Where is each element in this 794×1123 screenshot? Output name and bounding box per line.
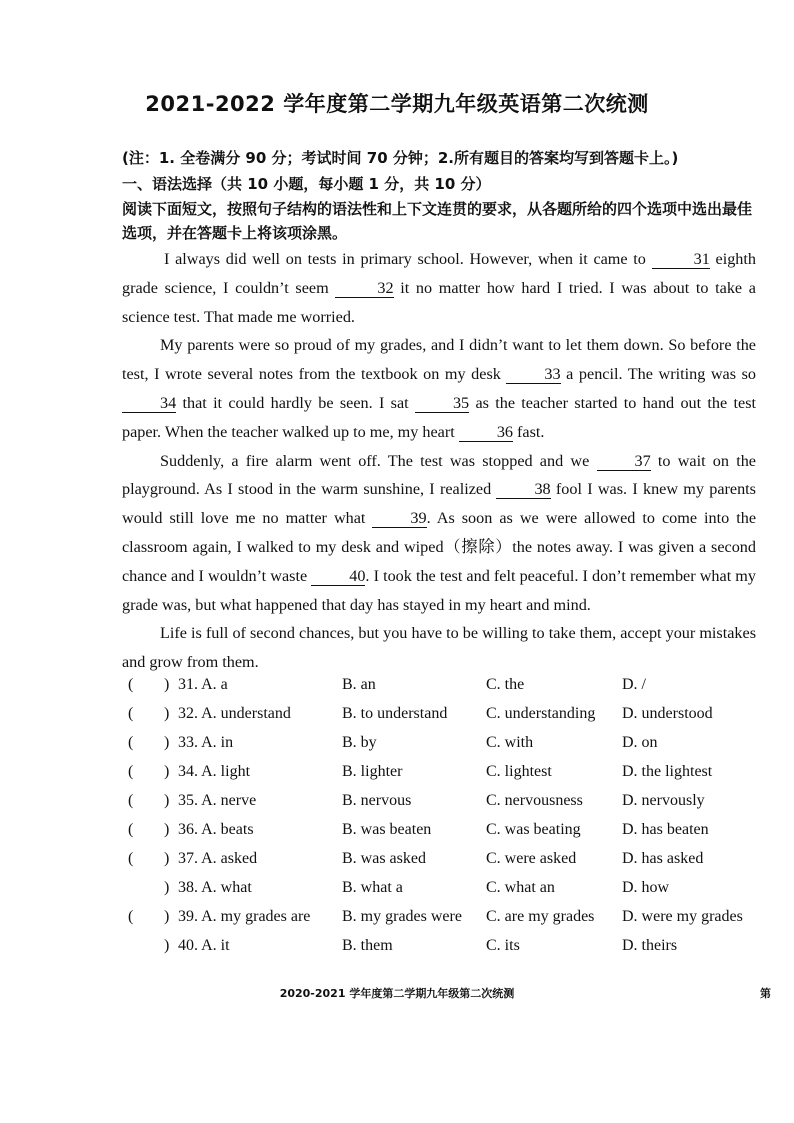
option-c: C. its (486, 937, 520, 954)
answer-paren-close: ) (164, 792, 170, 809)
option-d: D. has asked (622, 850, 704, 867)
option-b: B. nervous (342, 792, 412, 809)
option-c: C. the (486, 676, 525, 693)
answer-paren-close: ) (164, 705, 170, 722)
answer-paren-open: ( (128, 705, 134, 722)
option-a: 33. A. in (178, 734, 234, 751)
passage-text: as the teacher started to hand out the test paper. When the teacher walked up to me, my heart (122, 393, 756, 441)
answer-blank-37: 37 (597, 452, 651, 471)
passage-paragraph-1 (122, 245, 756, 331)
option-c: C. were asked (486, 850, 577, 867)
answer-paren-open: ( (128, 850, 134, 867)
option-b: B. what a (342, 879, 403, 896)
option-d: D. on (622, 734, 658, 751)
option-a: 39. A. my grades are (178, 908, 311, 925)
passage-text: it no matter how hard I tried. I was about to take a science test. That made me worried. (122, 278, 756, 326)
option-a: 40. A. it (178, 937, 230, 954)
passage-text: to wait on the playground. As I stood in the warm sunshine, I realized (122, 451, 756, 499)
option-c: C. nervousness (486, 792, 583, 809)
answer-blank-39: 39 (372, 509, 426, 528)
page-footer: 2020-2021 学年度第二学期九年级第二次统测 (279, 987, 515, 1000)
question-row-35 (122, 792, 762, 821)
passage-text: fast. (513, 422, 545, 441)
option-c: C. with (486, 734, 534, 751)
answer-blank-33: 33 (506, 365, 560, 384)
answer-paren-close: ) (164, 676, 170, 693)
answer-options (122, 676, 762, 966)
answer-paren-open: ( (128, 763, 134, 780)
option-a: 32. A. understand (178, 705, 291, 722)
option-a: 37. A. asked (178, 850, 258, 867)
option-b: B. by (342, 734, 377, 751)
answer-blank-35: 35 (415, 394, 469, 413)
answer-paren-close: ) (164, 937, 170, 954)
passage-text: . As soon as we were allowed to come into the classroom again, I walked to my desk and wiped（擦除）the notes away. I was given a second chance and I wouldn’t waste (122, 509, 756, 585)
passage-text: My parents were so proud of my grades, and I didn’t want to let them down. So before the test, I wrote several notes from the textbook on my desk (122, 336, 756, 384)
answer-paren-close: ) (164, 850, 170, 867)
passage-paragraph-3 (122, 447, 756, 620)
answer-paren-close: ) (164, 908, 170, 925)
option-b: B. to understand (342, 705, 448, 722)
option-d: D. the lightest (622, 763, 713, 780)
answer-paren-close: ) (164, 821, 170, 838)
question-row-31 (122, 676, 762, 705)
answer-blank-38: 38 (496, 480, 550, 499)
option-a: 34. A. light (178, 763, 251, 780)
question-row-37 (122, 850, 762, 879)
answer-blank-40: 40 (311, 567, 365, 586)
question-row-34 (122, 763, 762, 792)
passage-paragraph-4: Life is full of second chances, but you have to be willing to take them, accept your mistakes and grow from them. (122, 624, 756, 672)
option-d: D. / (622, 676, 646, 693)
page-number-mark: 第 (760, 987, 771, 1000)
option-a: 35. A. nerve (178, 792, 257, 809)
answer-paren-close: ) (164, 879, 170, 896)
option-b: B. my grades were (342, 908, 462, 925)
option-b: B. was asked (342, 850, 426, 867)
passage-paragraph-2 (122, 331, 756, 446)
reading-passage (122, 245, 756, 677)
option-c: C. understanding (486, 705, 596, 722)
option-d: D. understood (622, 705, 713, 722)
instructions: 阅读下面短文，按照句子结构的语法性和上下文连贯的要求，从各题所给的四个选项中选出最佳选项，并在答题卡上将该项涂黑。 (122, 200, 753, 242)
answer-paren-open: ( (128, 821, 134, 838)
question-row-33 (122, 734, 762, 763)
passage-text: that it could hardly be seen. I sat (176, 393, 415, 412)
option-a: 31. A. a (178, 676, 228, 693)
section-heading: 一、语法选择（共 10 小题，每小题 1 分，共 10 分） (122, 175, 491, 193)
option-c: C. what an (486, 879, 555, 896)
answer-paren-open: ( (128, 734, 134, 751)
option-c: C. was beating (486, 821, 581, 838)
question-row-32 (122, 705, 762, 734)
passage-text: Suddenly, a fire alarm went off. The test was stopped and we (160, 451, 597, 470)
answer-blank-31: 31 (652, 250, 710, 269)
option-d: D. has beaten (622, 821, 709, 838)
option-a: 38. A. what (178, 879, 252, 896)
option-d: D. how (622, 879, 670, 896)
page-title: 2021-2022 学年度第二学期九年级英语第二次统测 (145, 92, 649, 116)
answer-paren-open: ( (128, 908, 134, 925)
option-d: D. were my grades (622, 908, 743, 925)
option-d: D. nervously (622, 792, 705, 809)
answer-paren-open: ( (128, 676, 134, 693)
passage-text: a pencil. The writing was so (560, 365, 756, 384)
question-row-36 (122, 821, 762, 850)
option-b: B. an (342, 676, 376, 693)
answer-blank-32: 32 (335, 279, 393, 298)
passage-text: I always did well on tests in primary school. However, when it came to (164, 250, 652, 268)
question-row-38 (122, 879, 762, 908)
option-d: D. theirs (622, 937, 678, 954)
passage-text: eighth grade science, I couldn’t seem (122, 250, 756, 297)
exam-note: (注：1. 全卷满分 90 分；考试时间 70 分钟；2.所有题目的答案均写到答题卡上。) (122, 149, 679, 167)
question-row-40 (122, 937, 762, 966)
answer-paren-close: ) (164, 734, 170, 751)
answer-blank-36: 36 (459, 423, 513, 442)
option-b: B. lighter (342, 763, 403, 780)
passage-text: . I took the test and felt peaceful. I don’t remember what my grade was, but what happened that day has stayed in my heart and mind. (122, 566, 756, 614)
passage-text: fool I was. I knew my parents would still love me no matter what (122, 480, 756, 528)
option-b: B. them (342, 937, 393, 954)
answer-paren-open: ( (128, 792, 134, 809)
answer-blank-34: 34 (122, 394, 176, 413)
option-c: C. lightest (486, 763, 552, 780)
answer-paren-close: ) (164, 763, 170, 780)
question-row-39 (122, 908, 762, 937)
option-b: B. was beaten (342, 821, 432, 838)
option-a: 36. A. beats (178, 821, 254, 838)
option-c: C. are my grades (486, 908, 595, 925)
